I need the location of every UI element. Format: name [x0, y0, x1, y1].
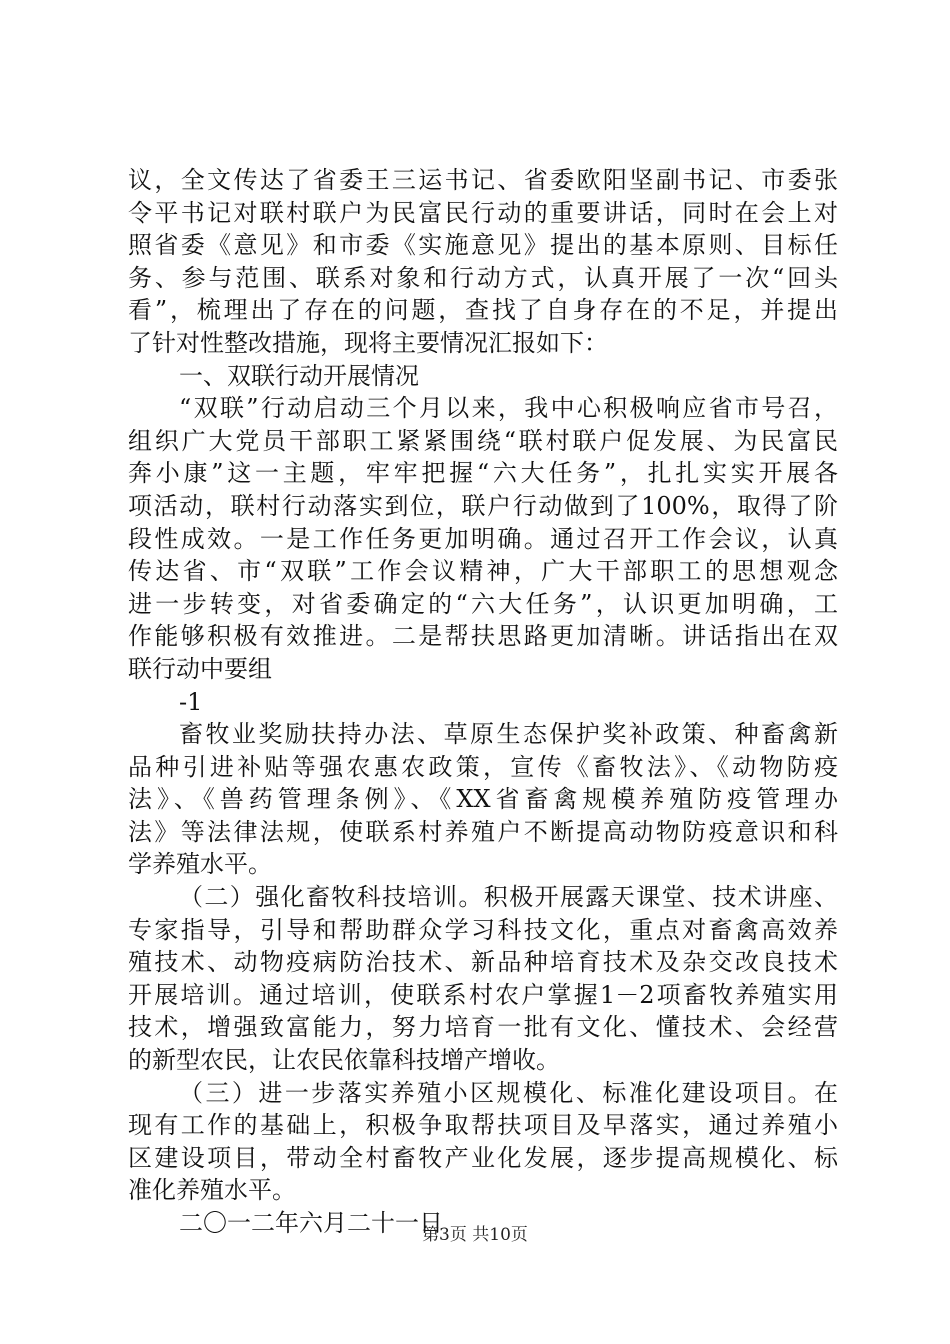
item-2-line: 殖技术、动物疫病防治技术、新品种培育技术及杂交改良技术 — [128, 948, 838, 977]
item-3-paragraph — [128, 1077, 838, 1207]
policy-line: 畜牧业奖励扶持办法、草原生态保护奖补政策、种畜禽新 — [179, 720, 838, 749]
intro-line: 了针对性整改措施，现将主要情况汇报如下： — [128, 328, 608, 357]
item-2-line: 的新型农民，让农民依靠科技增产增收。 — [128, 1046, 560, 1075]
intro-line: 照省委《意见》和市委《实施意见》提出的基本原则、目标任 — [128, 231, 838, 260]
page-break-marker: -1 — [179, 687, 203, 716]
document-body — [128, 164, 838, 1240]
policy-line: 法》、《兽药管理条例》、《XX省畜禽规模养殖防疫管理办 — [128, 785, 838, 814]
intro-line: 看”，梳理出了存在的问题，查找了自身存在的不足，并提出 — [128, 296, 838, 325]
item-3-line: 现有工作的基础上，积极争取帮扶项目及早落实，通过养殖小 — [128, 1111, 838, 1140]
policy-line: 学养殖水平。 — [128, 850, 272, 879]
section-line: 奔小康”这一主题，牢牢把握“六大任务”，扎扎实实开展各 — [128, 459, 838, 488]
section-line: 段性成效。一是工作任务更加明确。通过召开工作会议，认真 — [128, 524, 838, 553]
intro-line: 务、参与范围、联系对象和行动方式，认真开展了一次“回头 — [128, 263, 838, 292]
section-line: 进一步转变，对省委确定的“六大任务”，认识更加明确，工 — [128, 589, 838, 618]
policy-line: 品种引进补贴等强农惠农政策，宣传《畜牧法》、《动物防疫 — [128, 752, 838, 781]
policy-line: 法》等法律法规，使联系村养殖户不断提高动物防疫意识和科 — [128, 817, 838, 846]
item-2-line: （二）强化畜牧科技培训。积极开展露天课堂、技术讲座、 — [179, 883, 838, 912]
document-date: 二〇一二年六月二十一日 — [179, 1209, 443, 1237]
section-line: 作能够积极有效推进。二是帮扶思路更加清晰。讲话指出在双 — [128, 622, 838, 651]
page-number: 第3页 共10页 — [422, 1225, 528, 1245]
item-2-paragraph — [128, 881, 838, 1077]
intro-line: 议，全文传达了省委王三运书记、省委欧阳坚副书记、市委张 — [128, 166, 838, 194]
item-3-line: 准化养殖水平。 — [128, 1176, 296, 1205]
page-footer — [0, 1225, 950, 1245]
intro-line: 令平书记对联村联户为民富民行动的重要讲话，同时在会上对 — [128, 198, 838, 227]
section-line: 项活动，联村行动落实到位，联户行动做到了100%，取得了阶 — [128, 491, 838, 520]
policy-paragraph — [128, 718, 838, 881]
intro-paragraph — [128, 164, 838, 360]
section-heading: 一、双联行动开展情况 — [179, 361, 419, 390]
item-3-line: 区建设项目，带动全村畜牧产业化发展，逐步提高规模化、标 — [128, 1143, 838, 1172]
section-line: 联行动中要组 — [128, 654, 272, 683]
section-line: “双联”行动启动三个月以来，我中心积极响应省市号召， — [179, 394, 838, 423]
item-2-line: 开展培训。通过培训，使联系村农户掌握1－2项畜牧养殖实用 — [128, 980, 838, 1009]
section-paragraph — [128, 392, 838, 685]
section-line: 传达省、市“双联”工作会议精神，广大干部职工的思想观念 — [128, 557, 838, 586]
item-2-line: 技术，增强致富能力，努力培育一批有文化、懂技术、会经营 — [128, 1013, 838, 1042]
item-2-line: 专家指导，引导和帮助群众学习科技文化，重点对畜禽高效养 — [128, 915, 838, 944]
section-line: 组织广大党员干部职工紧紧围绕“联村联户促发展、为民富民 — [128, 426, 838, 455]
item-3-line: （三）进一步落实养殖小区规模化、标准化建设项目。在 — [179, 1078, 838, 1107]
